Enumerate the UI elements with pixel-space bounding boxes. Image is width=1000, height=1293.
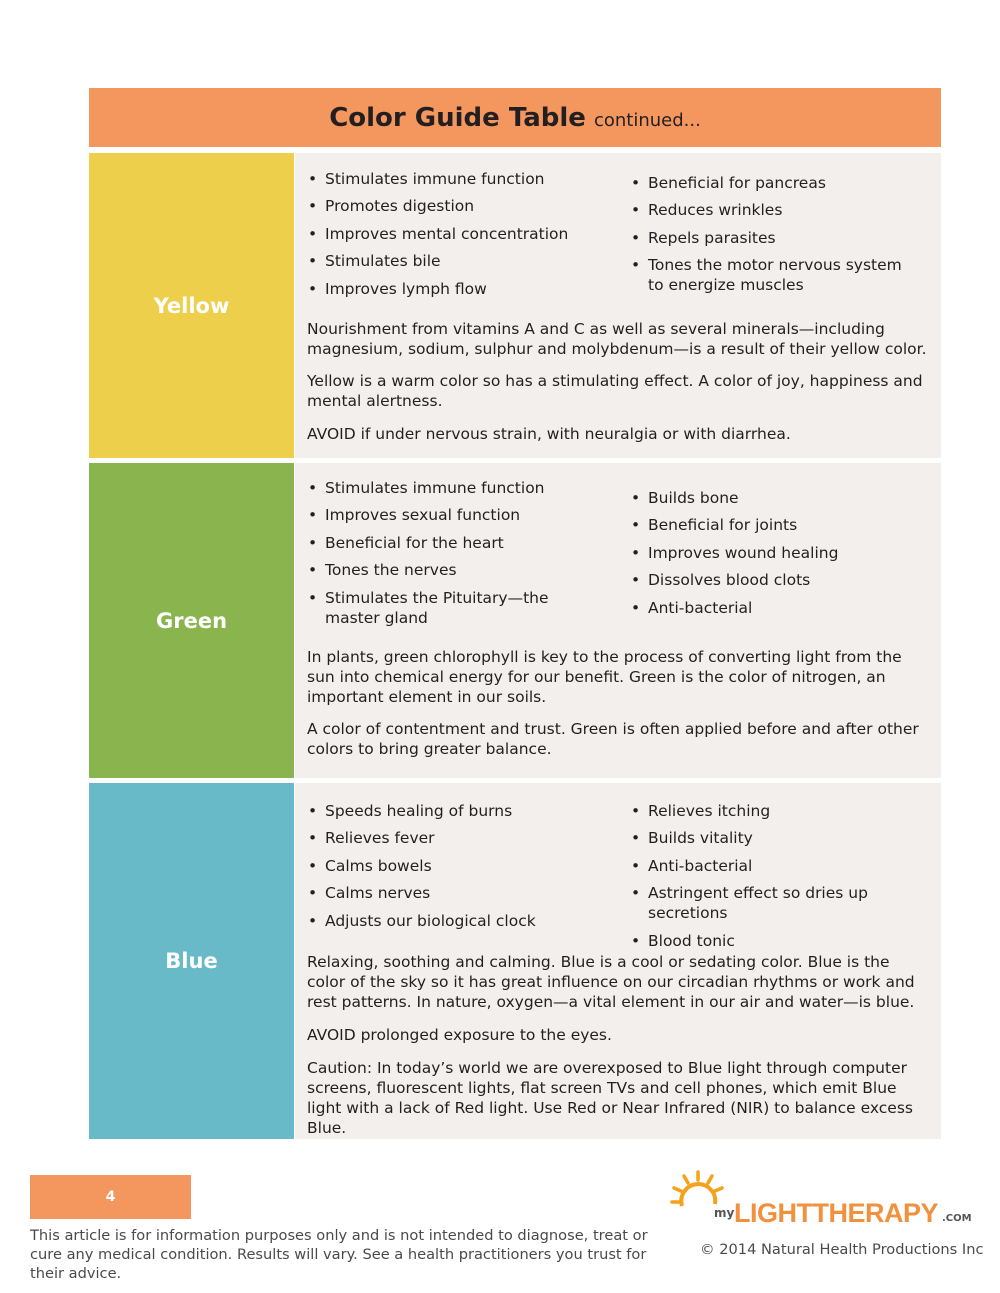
list-item: • Relieves fever [307, 828, 617, 848]
list-item: • Anti-bacterial [630, 856, 940, 876]
logo-prefix: my [714, 1206, 735, 1220]
list-item: • Builds vitality [630, 828, 940, 848]
logo-suffix: .COM [942, 1213, 972, 1224]
list-item: • Improves wound healing [630, 543, 920, 563]
list-item: • Stimulates the Pituitary—the master gland [307, 588, 607, 628]
color-row-green [89, 463, 941, 778]
list-item: • Builds bone [630, 488, 920, 508]
list-item: • Blood tonic [630, 931, 940, 951]
list-item: • Tones the nerves [307, 560, 607, 580]
benefits-list-right [630, 488, 920, 625]
list-item: • Reduces wrinkles [630, 200, 920, 220]
list-item: • Relieves itching [630, 801, 940, 821]
color-row-blue [89, 783, 941, 1139]
list-item: • Repels parasites [630, 228, 920, 248]
color-swatch-blue [89, 783, 294, 1139]
list-item: • Astringent effect so dries up secretions [630, 883, 940, 923]
table-subtitle: continued... [593, 110, 701, 131]
color-row-yellow [89, 153, 941, 458]
list-item: • Beneficial for the heart [307, 533, 607, 553]
list-item: • Stimulates immune function [307, 169, 617, 189]
color-details-green [295, 463, 941, 778]
list-item: • Improves mental concentration [307, 224, 617, 244]
table-title-bar [89, 88, 941, 147]
benefits-list-right [630, 801, 940, 958]
list-item: • Stimulates bile [307, 251, 617, 271]
list-item: • Speeds healing of burns [307, 801, 617, 821]
description-paragraph: In plants, green chlorophyll is key to the process of converting light from the sun into chemical energy for our benefit. Green is the color of nitrogen, an important element in our soils. [307, 648, 902, 706]
description-paragraph: A color of contentment and trust. Green is often applied before and after other colors to bring greater balance. [307, 720, 919, 758]
list-item: • Calms bowels [307, 856, 617, 876]
color-name-green: Green [155, 608, 228, 633]
list-item: • Adjusts our biological clock [307, 911, 617, 931]
list-item: • Tones the motor nervous system to energize muscles [630, 255, 920, 295]
benefits-list-right [630, 173, 920, 303]
color-name-blue: Blue [165, 949, 218, 973]
description-paragraph: Relaxing, soothing and calming. Blue is a cool or sedating color. Blue is the color of the sky so it has great influence on our circadian rhythms or work and rest patterns. In nature, oxygen—a vital element in our air and water—is blue. [307, 953, 915, 1011]
list-item: • Anti-bacterial [630, 598, 920, 618]
warning-paragraph: AVOID if under nervous strain, with neuralgia or with diarrhea. [307, 425, 791, 443]
list-item: • Promotes digestion [307, 196, 617, 216]
copyright-text: © 2014 Natural Health Productions Inc [700, 1241, 984, 1258]
list-item: • Improves lymph flow [307, 279, 617, 299]
color-details-blue [295, 783, 941, 1139]
color-swatch-yellow [89, 153, 294, 458]
mylighttherapy-logo [668, 1166, 978, 1230]
caution-paragraph: Caution: In today’s world we are overexposed to Blue light through computer screens, fluorescent lights, flat screen TVs and cell phones, which emit Blue light with a lack of Red light. Use Red or Near Infrared (NIR) to balance excess Blue. [307, 1059, 913, 1137]
benefits-list-left [307, 169, 617, 306]
page-number-tab [30, 1175, 191, 1219]
list-item: • Stimulates immune function [307, 478, 607, 498]
list-item: • Beneficial for joints [630, 515, 920, 535]
description-paragraph: Yellow is a warm color so has a stimulating effect. A color of joy, happiness and mental alertness. [307, 372, 923, 410]
list-item: • Beneficial for pancreas [630, 173, 920, 193]
color-swatch-green [89, 463, 294, 778]
page-number: 4 [105, 1189, 116, 1205]
logo-wordmark: LIGHTTHERAPY [734, 1198, 939, 1228]
benefits-list-left [307, 801, 617, 938]
table-title: Color Guide Table [329, 102, 586, 133]
list-item: • Improves sexual function [307, 505, 607, 525]
list-item: • Calms nerves [307, 883, 617, 903]
color-details-yellow [295, 153, 941, 458]
description-paragraph: Nourishment from vitamins A and C as well as several minerals—including magnesium, sodium, sulphur and molybdenum—is a result of their yellow color. [307, 320, 927, 358]
benefits-list-left [307, 478, 607, 635]
color-name-yellow: Yellow [153, 293, 230, 318]
list-item: • Dissolves blood clots [630, 570, 920, 590]
warning-paragraph: AVOID prolonged exposure to the eyes. [307, 1026, 612, 1044]
disclaimer-text: This article is for information purposes only and is not intended to diagnose, treat or cure any medical condition. Results will vary. See a health practitioners you trust for their advice. [30, 1227, 648, 1282]
